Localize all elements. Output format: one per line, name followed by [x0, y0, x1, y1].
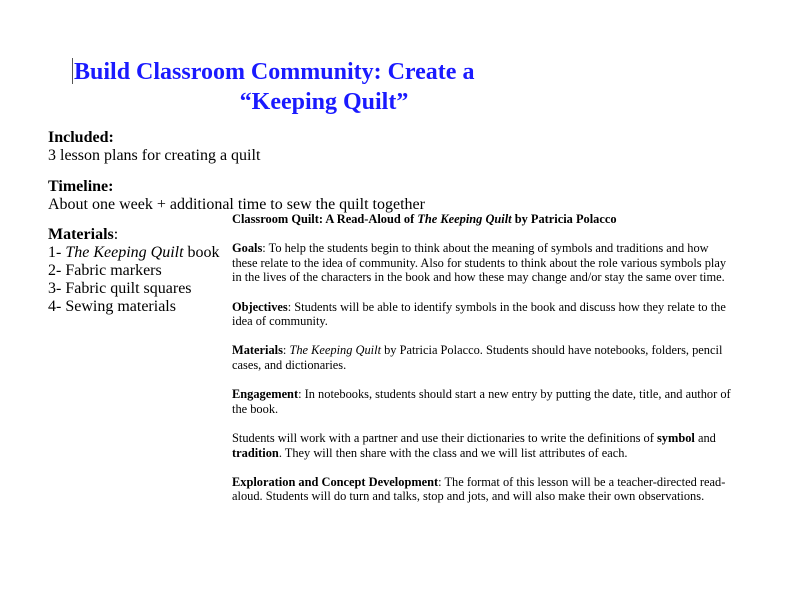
title-line-2: “Keeping Quilt” [239, 89, 409, 115]
item-book-title: The Keeping Quilt [65, 244, 184, 261]
goals-text: : To help the students begin to think about the meaning of symbols and traditions and how these relate to the idea of community. Also for students to think about the role various symbols play in the lives of the characters in the book and how these may change and/or stay the same over time. [232, 241, 727, 285]
included-section [48, 129, 260, 165]
included-value: 3 lesson plans for creating a quilt [48, 147, 261, 164]
heading-author: by Patricia Polacco [511, 212, 617, 226]
timeline-label: Timeline: [48, 178, 114, 195]
term-symbol: symbol [656, 430, 695, 445]
exploration-text: : The format of this lesson will be a teacher-directed read-aloud. Students will do turn and talks, stop and jots, and will also make their own observations. [232, 474, 726, 504]
lesson-materials-book-title: The Keeping Quilt [289, 343, 382, 358]
materials-label: Materials [48, 226, 114, 243]
materials-item [48, 262, 220, 280]
materials-paragraph [232, 343, 732, 372]
objectives-label: Objectives [232, 299, 288, 314]
text-cursor [72, 58, 73, 84]
engagement-label: Engagement [232, 387, 299, 402]
title-line-1: Build Classroom Community: Create a [74, 59, 475, 85]
objectives-text: : Students will be able to identify symbols in the book and discuss how they relate to the idea of community. [232, 299, 726, 329]
materials-heading [48, 226, 220, 244]
item-text: 2- Fabric markers [48, 262, 162, 279]
timeline-value: About one week + additional time to sew the quilt together [48, 196, 425, 213]
engagement-text: : In notebooks, students should start a new entry by putting the date, title, and author of the book. [232, 387, 731, 416]
exploration-paragraph [232, 475, 732, 504]
lesson-materials-text: by Patricia Polacco. Students should have notebooks, folders, pencil cases, and dictionaries. [232, 343, 723, 372]
item-text: 3- Fabric quilt squares [48, 280, 192, 297]
document-title [74, 57, 514, 117]
item-text: 4- Sewing materials [48, 298, 176, 315]
partner-paragraph [232, 431, 732, 460]
partner-text: . They will then share with the class and we will list attributes of each. [278, 445, 628, 460]
materials-section [48, 226, 220, 316]
heading-text: Classroom Quilt: A Read-Aloud of [232, 212, 418, 226]
materials-item [48, 244, 220, 262]
materials-item [48, 298, 220, 316]
goals-label: Goals [232, 241, 263, 256]
partner-text: Students will work with a partner and use their dictionaries to write the definitions of [232, 430, 657, 445]
included-label: Included: [48, 129, 114, 146]
exploration-label: Exploration and Concept Development [232, 474, 439, 489]
colon: : [282, 343, 290, 358]
materials-list [48, 244, 220, 316]
item-text: 1- [48, 244, 66, 261]
timeline-section [48, 178, 425, 214]
lesson-materials-label: Materials [232, 343, 283, 358]
lesson-plan [232, 212, 732, 518]
term-tradition: tradition [232, 445, 279, 460]
goals-paragraph [232, 241, 732, 285]
lesson-heading [232, 212, 732, 227]
objectives-paragraph [232, 300, 732, 329]
partner-text: and [694, 430, 716, 445]
item-text: book [183, 244, 220, 261]
heading-book-title: The Keeping Quilt [417, 212, 512, 226]
materials-item [48, 280, 220, 298]
materials-colon: : [113, 226, 119, 243]
engagement-paragraph [232, 387, 732, 416]
